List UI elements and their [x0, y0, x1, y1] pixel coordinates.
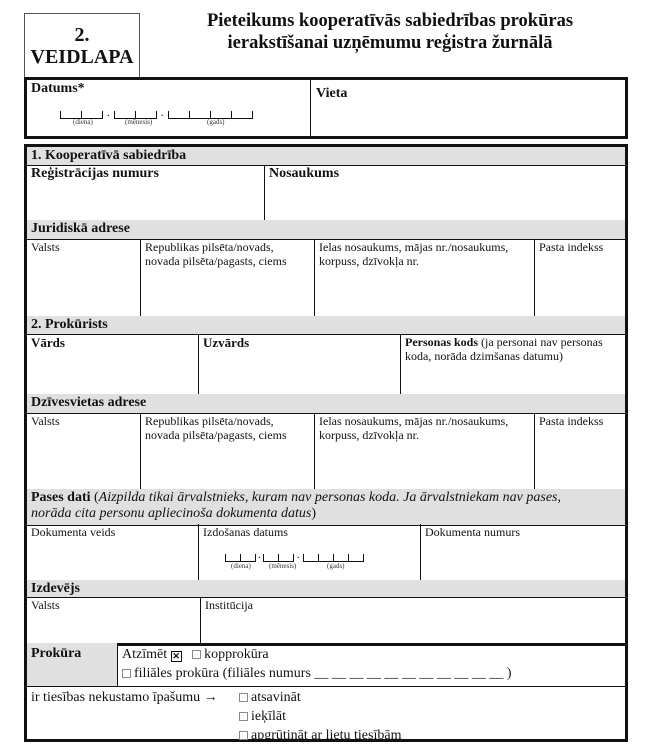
issuer-institution-field[interactable] [200, 597, 625, 643]
section-2-header: 2. Prokūrists [27, 316, 625, 335]
residence-address-row [27, 413, 625, 490]
procuration-line-1 [122, 645, 621, 664]
legal-postal-field[interactable] [534, 239, 625, 316]
personal-code-label-2: koda, norāda dzimšanas datumu) [405, 349, 563, 363]
title-line-2: ierakstīšanai uzņēmumu reģistra žurnālā [227, 33, 553, 53]
procuration-row [27, 643, 625, 687]
main-form [24, 144, 628, 742]
passport-row [27, 524, 625, 581]
doc-number-label: Dokumenta numurs [425, 525, 520, 539]
issue-date-input[interactable]: . . [225, 548, 364, 562]
sell-checkbox[interactable] [239, 693, 248, 702]
residence-city-label-2: novada pilsēta/pagasts, ciems [145, 428, 287, 442]
last-name-label: Uzvārds [203, 335, 250, 350]
mark-label: Atzīmēt [122, 647, 168, 662]
residence-address-header: Dzīvesvietas adrese [27, 394, 625, 414]
legal-address-row [27, 239, 625, 317]
branch-procuration-label: filiāles prokūra (filiāles numurs [134, 666, 311, 681]
encumber-label: apgrūtināt ar lietu tiesībām [251, 728, 402, 743]
section-2-row [27, 334, 625, 395]
option-pledge[interactable] [239, 707, 401, 726]
issuer-country-field[interactable] [27, 597, 200, 643]
residence-country-field[interactable] [27, 413, 140, 489]
property-rights-row [27, 686, 625, 743]
section-1-header: 1. Kooperatīvā sabiedrība [27, 147, 625, 166]
legal-street-label-2: korpuss, dzīvokļa nr. [319, 254, 419, 268]
doc-type-field[interactable] [27, 524, 198, 580]
doc-type-label: Dokumenta veids [31, 525, 116, 539]
passport-header-line-1: Pases dati (Aizpilda tikai ārvalstnieks, kuram nav personas koda. Ja ārvalstniekam nav pases, [31, 490, 561, 505]
legal-country-label: Valsts [31, 240, 60, 254]
issue-month-caption: (mēnesis) [269, 562, 297, 570]
issue-date-field[interactable] [198, 524, 420, 580]
issue-year-digit-4[interactable] [348, 554, 364, 562]
first-name-label: Vārds [31, 335, 65, 350]
date-year-digit-1[interactable] [168, 111, 189, 119]
legal-city-label-2: novada pilsēta/pagasts, ciems [145, 254, 287, 268]
date-place-box [24, 77, 628, 139]
month-caption: (mēnesis) [125, 118, 153, 126]
registration-number-field[interactable] [27, 165, 264, 220]
doc-number-field[interactable] [420, 524, 625, 580]
company-name-field[interactable] [264, 165, 625, 220]
form-label: VEIDLAPA [30, 46, 134, 68]
title-line-1: Pieteikums kooperatīvās sabiedrības prokūras [206, 11, 574, 31]
last-name-field[interactable] [198, 334, 400, 394]
personal-code-label-1: Personas kods (ja personai nav personas [405, 335, 603, 349]
form-number: 2. [74, 24, 90, 46]
issuer-header: Izdevējs [27, 580, 625, 598]
date-separator: . [160, 107, 164, 119]
residence-city-field[interactable] [140, 413, 314, 489]
pledge-checkbox[interactable] [239, 712, 248, 721]
branch-number-input[interactable]: __ __ __ __ __ __ __ __ __ __ __ [314, 666, 504, 681]
procuration-label: Prokūra [27, 643, 117, 686]
place-field[interactable] [311, 80, 625, 136]
form-number-box [24, 13, 140, 78]
form-title [150, 10, 630, 54]
date-year-digit-4[interactable] [231, 111, 253, 119]
issuer-institution-label: Institūcija [205, 598, 253, 612]
procuration-options [117, 643, 625, 686]
marked-checkbox-example-icon: ✕ [172, 651, 180, 661]
option-encumber[interactable] [239, 726, 401, 745]
first-name-field[interactable] [27, 334, 198, 394]
property-rights-lead: ir tiesības nekustamo īpašumu → [31, 690, 218, 705]
residence-street-label-2: korpuss, dzīvokļa nr. [319, 428, 419, 442]
passport-header-line-2: norāda cita personu apliecinoša dokumenta datus) [31, 506, 317, 521]
residence-city-label-1: Republikas pilsēta/novads, [145, 414, 274, 428]
procuration-line-2 [122, 664, 621, 683]
date-separator: . [107, 107, 110, 119]
joint-procuration-checkbox[interactable] [192, 650, 201, 659]
residence-street-field[interactable] [314, 413, 534, 489]
branch-close-paren: ) [506, 666, 512, 681]
issue-year-digit-1[interactable] [303, 554, 318, 562]
legal-city-label-1: Republikas pilsēta/novads, [145, 240, 274, 254]
issuer-row [27, 597, 625, 646]
legal-street-field[interactable] [314, 239, 534, 316]
residence-postal-field[interactable] [534, 413, 625, 489]
issue-year-caption: (gads) [327, 562, 345, 570]
legal-country-field[interactable] [27, 239, 140, 316]
legal-street-label-1: Ielas nosaukums, mājas nr./nosaukums, [319, 240, 509, 254]
branch-procuration-checkbox[interactable] [122, 669, 131, 678]
place-label: Vieta [316, 86, 348, 101]
day-caption: (diena) [73, 118, 93, 126]
year-caption: (gads) [207, 118, 225, 126]
option-sell[interactable] [239, 688, 401, 707]
legal-city-field[interactable] [140, 239, 314, 316]
issue-date-label: Izdošanas datums [203, 525, 288, 539]
date-label: Datums* [31, 81, 85, 96]
passport-header [27, 489, 625, 526]
residence-country-label: Valsts [31, 414, 60, 428]
issue-day-caption: (diena) [231, 562, 251, 570]
encumber-checkbox[interactable] [239, 731, 248, 740]
legal-address-header: Juridiskā adrese [27, 220, 625, 240]
personal-code-field[interactable] [400, 334, 625, 394]
joint-procuration-label: kopprokūra [204, 647, 269, 662]
residence-postal-label: Pasta indekss [539, 414, 604, 428]
section-1-row [27, 165, 625, 221]
pledge-label: ieķīlāt [251, 709, 286, 724]
property-rights-options [239, 688, 401, 745]
residence-street-label-1: Ielas nosaukums, mājas nr./nosaukums, [319, 414, 509, 428]
issuer-country-label: Valsts [31, 598, 60, 612]
company-name-label: Nosaukums [269, 166, 340, 181]
legal-postal-label: Pasta indekss [539, 240, 604, 254]
registration-number-label: Reģistrācijas numurs [31, 166, 159, 181]
sell-label: atsavināt [251, 690, 301, 705]
